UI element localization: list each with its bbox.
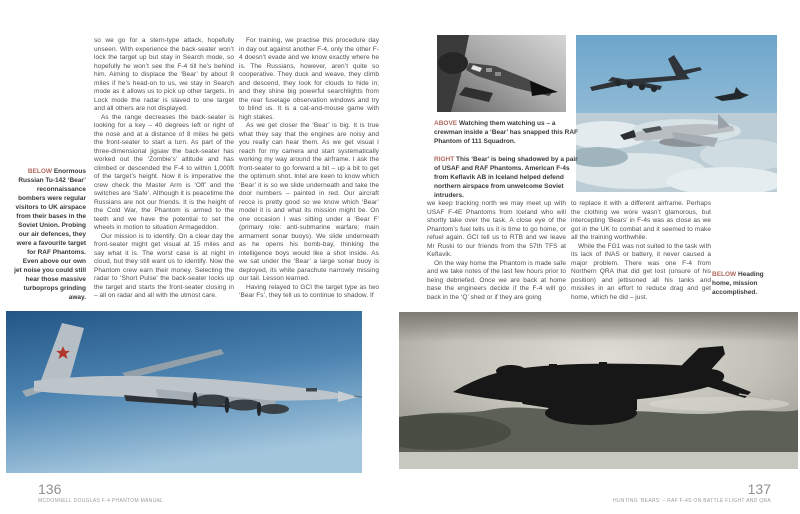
caption-lead: ABOVE — [434, 120, 458, 127]
body-column-2 — [239, 37, 379, 301]
caption-below-heading-home — [712, 270, 770, 297]
photo-tu142-bear-left — [6, 311, 362, 473]
body-paragraph: Our mission is to identify. On a clear day the front-seater might get visual at 15 miles and say what it is. The worst case is at night in cloud, but they still want us to identify. Now the Phantom crew earn their money. Selecting the radar to ‘Short Pulse’ the back-seater locks up the target and starts the front-seater closing in – all on radar and all with the utmost care. — [94, 232, 234, 299]
running-footer: HUNTING ‘BEARS’ – RAF F-4S ON BATTLE FLIGHT AND QRA — [612, 498, 771, 504]
body-paragraph: While the FG1 was not suited to the task with its lack of INAS or battery, it never caused a major problem. There was one F-4 from Northern QRA that did get lost (unsure of his position) and jettisoned all his tanks and missiles in an effort to reduce drag and get home, which he did – just. — [571, 242, 711, 301]
body-paragraph: we keep tracking north we may meet up with USAF F-4E Phantoms from Iceland who will shortly take over the task. A close eye of the Phantom’s fuel tells us it is time to go home, or refuel again. GCI tell us to RTB and we leave Mr Ruski to our friends from the 57th TFS at Keflavik. — [427, 200, 566, 258]
caption-lead: RIGHT — [434, 156, 455, 163]
caption-below-bear — [14, 167, 86, 302]
caption-lead: BELOW — [712, 271, 737, 278]
caption-right-bear — [434, 155, 579, 200]
page-number: 136 — [38, 481, 62, 497]
pair-photo-art — [576, 35, 777, 192]
dark-photo-art — [399, 312, 798, 469]
body-column-4 — [571, 200, 711, 302]
page-number: 137 — [747, 481, 771, 497]
body-column-3 — [427, 200, 566, 302]
body-paragraph: Having relayed to GCI the target type as two ‘Bear Fs’, they tell us to continue to shadow. If — [239, 283, 379, 299]
caption-text: Watching them watching us – a crewman inside a ‘Bear’ has snapped this RAF Phantom of 111 Squadron. — [434, 120, 579, 145]
bw-photo-art — [437, 35, 566, 112]
body-paragraph: As we get closer the ‘Bear’ is big. It is true what they say that the engines are noisy and you really can hear them. As we get visual I reach for my camera and start systematically working my way around the airframe. I ask the front-seater to go forward a bit – up a bit to get the optimum shot. Intel are keen to know which ‘Bear’ it is so we slide underneath and take the door numbers – painted in red. Our aircraft recce is pretty good so we know which ‘Bear’ model it is and what its mission might be. On one occasion I was sitting under a ‘Bear F’ (primary role: anti-submarine warfare; main armament sonar buoys). We slide underneath as he opens his bomb-bay, thinking the intelligence boys would like a shot inside. As we sat under the ‘Bear’ a large sonar buoy is deployed, its white parachute narrowly missing our tail. Lesson learned. — [239, 122, 379, 282]
caption-lead: BELOW — [27, 168, 53, 175]
body-paragraph: As the range decreases the back-seater is looking for a key – 40 degrees left or right of the nose and at a distance of 8 miles he gets the front-seater to start a turn. As part of the three-dimensional jigsaw the back-seater has worked out the ‘Zombie’s’ altitude and has climbed or descended the F-4 to within 1,000ft of the target’s height. Now it is imperative the crew check the Master Arm is ‘Off’ and the switches are ‘Safe’. Although it is peacetime the Russians are not our friends. It is the height of the Cold War, the Phantom is armed to the teeth and we have the potential to set the wheels in motion to situation Armageddon. — [94, 113, 234, 231]
photo-phantom-silhouette — [399, 312, 798, 469]
photo-phantom-from-bear — [437, 35, 566, 112]
caption-text: Enormous Russian Tu-142 ‘Bear’ reconnaissance bombers were regular visitors to UK airspace from their bases in the Soviet Union. Probing our air defences, they were a favourite target for RAF Phantoms. Even above our own jet noise you could still hear those massive turboprops grinding away. — [14, 168, 86, 301]
body-paragraph: to replace it with a different airframe. Perhaps the clothing we wore wasn’t glamorous, but intercepting ‘Bears’ in F-4s was as close as we got in the UK to combat and it seemed to make all the training worthwhile. — [571, 200, 711, 241]
folio-left — [38, 483, 163, 504]
caption-text: Heading home, mission accomplished. — [712, 271, 764, 296]
body-paragraph: For training, we practise this procedure day in day out against another F-4, only the other F-4 doesn’t evade and we know exactly where he is. The Russians, however, aren’t quite so cooperative. They duck and weave, they climb and descend, they look for clouds to hide in; and they shine big powerful searchlights from the rear fuselage observation windows and try to blind us. It is a cat-and-mouse game with high stakes. — [239, 37, 379, 121]
caption-above-phantom — [434, 119, 579, 146]
body-column-1 — [94, 37, 234, 301]
photo-bear-shadowed-by-phantoms — [576, 35, 777, 192]
tu142-photo-art — [6, 311, 362, 473]
folio-right — [613, 483, 771, 504]
running-footer: MCDONNELL DOUGLAS F-4 PHANTOM MANUAL — [38, 498, 164, 504]
caption-text: This ‘Bear’ is being shadowed by a pair of USAF and RAF Phantoms. American F-4s from Keflavik AB in Iceland helped defend northern airspace from unwelcome Soviet intruders. — [434, 156, 578, 199]
body-paragraph: On the way home the Phantom is made safe and we take notes of the last few hours prior to being debriefed. Once we are back at home base the engineers decide if the F-4 will go back in the ‘Q’ shed or if they are going — [427, 259, 566, 301]
body-paragraph: so we go for a stern-type attack, hopefully unseen. With experience the back-seater won’t lock the target up but stay in Search mode, so hopefully he won’t see the F-4 till he’s behind him. Aiming to displace the ‘Bear’ by about 8 miles if he’s head-on to us, we stay in Search mode as it allows us to pick up other targets. In Lock mode the radar is slaved to one target and all others are not displayed. — [94, 37, 234, 112]
